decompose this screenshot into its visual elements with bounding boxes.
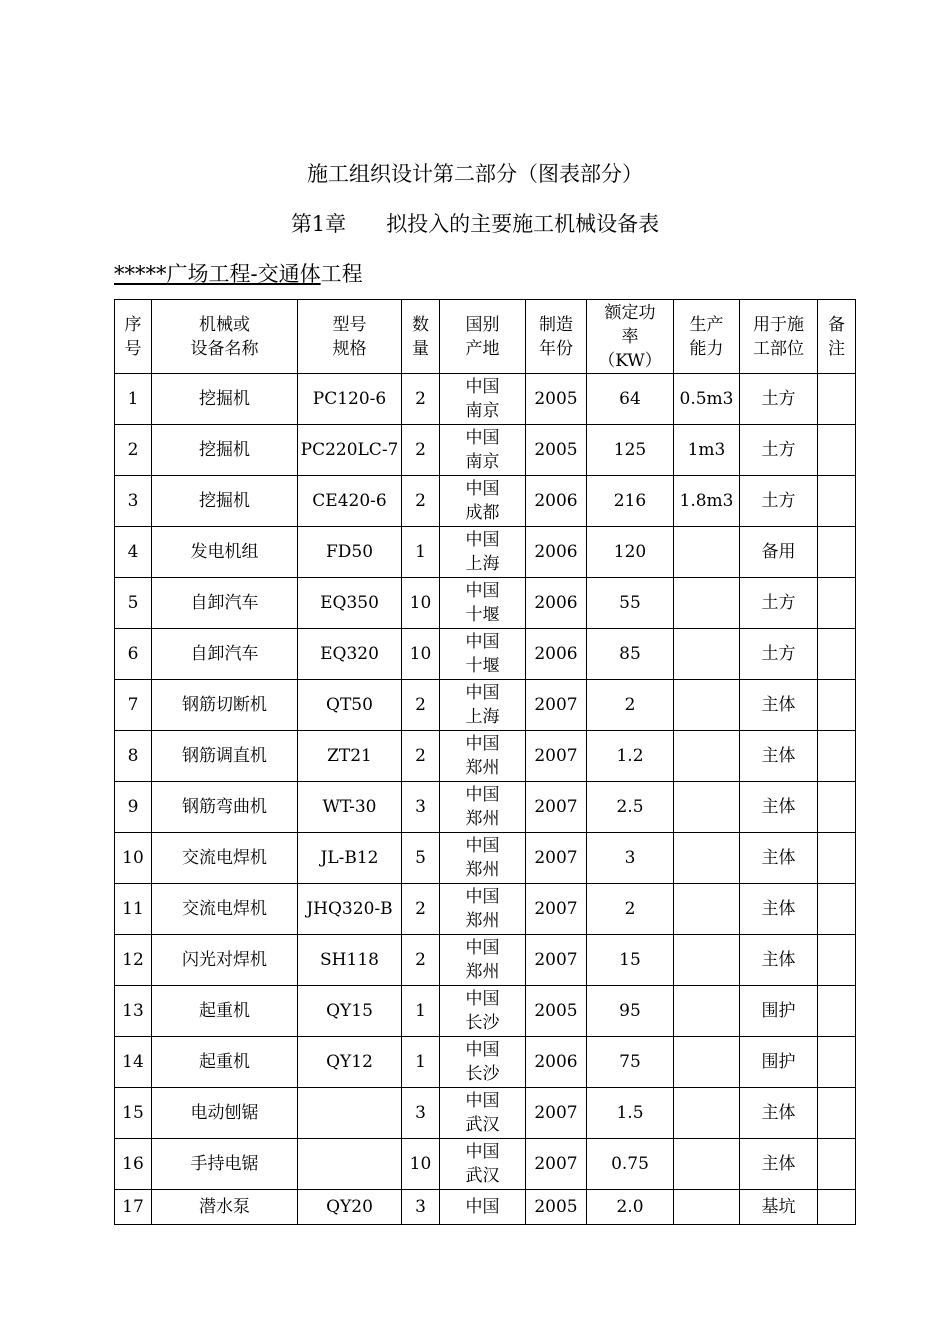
header-line: 用于施 xyxy=(753,314,804,335)
cell-name: 起重机 xyxy=(152,1037,298,1088)
header-line: 备 xyxy=(828,314,845,335)
cell-capacity xyxy=(674,986,740,1037)
header-line: 序 xyxy=(124,314,142,335)
cell-model: QY20 xyxy=(298,1190,402,1225)
cell-use: 主体 xyxy=(740,884,818,935)
cell-capacity xyxy=(674,782,740,833)
project-name-underlined: *****广场工程-交通体 xyxy=(114,262,321,286)
cell-origin xyxy=(440,1088,526,1139)
cell-year: 2007 xyxy=(526,680,587,731)
cell-qty: 2 xyxy=(402,884,440,935)
header-line: 国别 xyxy=(465,314,500,335)
header-name xyxy=(152,300,298,374)
cell-no: 11 xyxy=(115,884,152,935)
cell-qty: 10 xyxy=(402,1139,440,1190)
origin-line: 郑州 xyxy=(465,911,500,931)
cell-name: 钢筋弯曲机 xyxy=(152,782,298,833)
cell-qty: 2 xyxy=(402,680,440,731)
cell-no: 3 xyxy=(115,476,152,527)
cell-power: 55 xyxy=(587,578,674,629)
table-row xyxy=(115,833,856,884)
cell-use: 主体 xyxy=(740,782,818,833)
cell-capacity xyxy=(674,680,740,731)
cell-use: 土方 xyxy=(740,425,818,476)
cell-model: JHQ320-B xyxy=(298,884,402,935)
cell-power: 2 xyxy=(587,884,674,935)
header-note xyxy=(818,300,856,374)
cell-capacity xyxy=(674,1139,740,1190)
cell-qty: 1 xyxy=(402,986,440,1037)
cell-origin xyxy=(440,629,526,680)
cell-note xyxy=(818,833,856,884)
cell-note xyxy=(818,1037,856,1088)
cell-year: 2005 xyxy=(526,425,587,476)
origin-line: 中国 xyxy=(465,887,500,907)
table-row xyxy=(115,1037,856,1088)
header-qty xyxy=(402,300,440,374)
cell-power: 120 xyxy=(587,527,674,578)
cell-year: 2007 xyxy=(526,782,587,833)
cell-origin xyxy=(440,1139,526,1190)
cell-capacity: 1m3 xyxy=(674,425,740,476)
cell-origin xyxy=(440,527,526,578)
origin-line: 中国 xyxy=(465,785,500,805)
origin-line: 十堰 xyxy=(465,656,500,676)
header-line: 号 xyxy=(124,338,142,359)
header-line: 规格 xyxy=(332,338,367,359)
cell-origin xyxy=(440,986,526,1037)
cell-capacity xyxy=(674,731,740,782)
project-name-suffix: 工程 xyxy=(320,262,363,286)
origin-line: 中国 xyxy=(465,428,500,448)
header-model xyxy=(298,300,402,374)
header-line: 年份 xyxy=(539,338,573,359)
cell-year: 2007 xyxy=(526,1139,587,1190)
cell-capacity xyxy=(674,1037,740,1088)
cell-note xyxy=(818,986,856,1037)
cell-year: 2006 xyxy=(526,629,587,680)
cell-year: 2007 xyxy=(526,731,587,782)
cell-origin xyxy=(440,425,526,476)
cell-model: ZT21 xyxy=(298,731,402,782)
table-row xyxy=(115,884,856,935)
cell-origin xyxy=(440,578,526,629)
cell-use: 土方 xyxy=(740,578,818,629)
origin-line: 郑州 xyxy=(465,962,500,982)
header-line: 率 xyxy=(621,326,639,347)
origin-line: 中国 xyxy=(465,1040,500,1060)
cell-year: 2006 xyxy=(526,476,587,527)
cell-capacity xyxy=(674,935,740,986)
cell-use: 主体 xyxy=(740,680,818,731)
project-name xyxy=(114,260,363,288)
cell-year: 2007 xyxy=(526,935,587,986)
table-row xyxy=(115,527,856,578)
cell-origin xyxy=(440,731,526,782)
cell-model: QY12 xyxy=(298,1037,402,1088)
origin-line: 武汉 xyxy=(465,1166,500,1186)
cell-origin xyxy=(440,833,526,884)
cell-no: 1 xyxy=(115,374,152,425)
table-row xyxy=(115,476,856,527)
header-origin xyxy=(440,300,526,374)
cell-name: 自卸汽车 xyxy=(152,578,298,629)
cell-name: 电动刨锯 xyxy=(152,1088,298,1139)
cell-power: 0.75 xyxy=(587,1139,674,1190)
cell-name: 交流电焊机 xyxy=(152,833,298,884)
origin-line: 中国 xyxy=(465,1142,500,1162)
cell-model: PC220LC-7 xyxy=(298,425,402,476)
cell-note xyxy=(818,1139,856,1190)
cell-use: 主体 xyxy=(740,1088,818,1139)
cell-capacity xyxy=(674,629,740,680)
table-row xyxy=(115,425,856,476)
cell-capacity xyxy=(674,527,740,578)
cell-no: 12 xyxy=(115,935,152,986)
cell-capacity: 1.8m3 xyxy=(674,476,740,527)
cell-use: 主体 xyxy=(740,833,818,884)
cell-model: CE420-6 xyxy=(298,476,402,527)
header-power xyxy=(587,300,674,374)
cell-use: 主体 xyxy=(740,1139,818,1190)
table-row xyxy=(115,578,856,629)
origin-line: 中国 xyxy=(465,530,500,550)
table-row xyxy=(115,1190,856,1225)
table-row xyxy=(115,782,856,833)
origin-line: 成都 xyxy=(465,503,500,523)
origin-line: 郑州 xyxy=(465,758,500,778)
cell-note xyxy=(818,374,856,425)
chapter-heading xyxy=(0,210,950,238)
cell-name: 潜水泵 xyxy=(152,1190,298,1225)
cell-note xyxy=(818,731,856,782)
origin-line: 中国 xyxy=(465,1197,500,1217)
origin-line: 中国 xyxy=(465,1091,500,1111)
cell-year: 2007 xyxy=(526,1088,587,1139)
cell-qty: 3 xyxy=(402,1088,440,1139)
cell-note xyxy=(818,1190,856,1225)
header-line: （KW） xyxy=(598,350,662,371)
cell-no: 2 xyxy=(115,425,152,476)
cell-no: 10 xyxy=(115,833,152,884)
cell-no: 16 xyxy=(115,1139,152,1190)
cell-use: 备用 xyxy=(740,527,818,578)
cell-name: 闪光对焊机 xyxy=(152,935,298,986)
origin-line: 中国 xyxy=(465,377,500,397)
origin-line: 十堰 xyxy=(465,605,500,625)
cell-qty: 10 xyxy=(402,629,440,680)
cell-power: 216 xyxy=(587,476,674,527)
cell-year: 2006 xyxy=(526,527,587,578)
cell-use: 围护 xyxy=(740,1037,818,1088)
cell-power: 2 xyxy=(587,680,674,731)
table-row xyxy=(115,680,856,731)
header-line: 额定功 xyxy=(604,302,656,323)
chapter-title: 拟投入的主要施工机械设备表 xyxy=(386,212,660,236)
cell-note xyxy=(818,884,856,935)
origin-line: 上海 xyxy=(465,707,500,727)
cell-power: 2.0 xyxy=(587,1190,674,1225)
cell-name: 发电机组 xyxy=(152,527,298,578)
cell-no: 14 xyxy=(115,1037,152,1088)
origin-line: 长沙 xyxy=(465,1064,500,1084)
cell-use: 土方 xyxy=(740,629,818,680)
cell-power: 15 xyxy=(587,935,674,986)
cell-power: 85 xyxy=(587,629,674,680)
cell-model: EQ320 xyxy=(298,629,402,680)
table-row xyxy=(115,374,856,425)
cell-model: FD50 xyxy=(298,527,402,578)
origin-line: 武汉 xyxy=(465,1115,500,1135)
equipment-table xyxy=(114,299,856,1225)
table-row xyxy=(115,1139,856,1190)
cell-no: 13 xyxy=(115,986,152,1037)
cell-use: 土方 xyxy=(740,476,818,527)
cell-note xyxy=(818,476,856,527)
cell-model: EQ350 xyxy=(298,578,402,629)
origin-line: 长沙 xyxy=(465,1013,500,1033)
cell-origin xyxy=(440,1037,526,1088)
header-year xyxy=(526,300,587,374)
table-row xyxy=(115,935,856,986)
cell-no: 15 xyxy=(115,1088,152,1139)
cell-name: 自卸汽车 xyxy=(152,629,298,680)
cell-year: 2005 xyxy=(526,1190,587,1225)
cell-name: 手持电锯 xyxy=(152,1139,298,1190)
cell-note xyxy=(818,782,856,833)
cell-note xyxy=(818,425,856,476)
cell-note xyxy=(818,527,856,578)
origin-line: 中国 xyxy=(465,938,500,958)
header-line: 能力 xyxy=(689,338,724,359)
cell-name: 起重机 xyxy=(152,986,298,1037)
cell-capacity xyxy=(674,833,740,884)
cell-origin xyxy=(440,782,526,833)
cell-power: 2.5 xyxy=(587,782,674,833)
cell-no: 5 xyxy=(115,578,152,629)
origin-line: 中国 xyxy=(465,479,500,499)
origin-line: 郑州 xyxy=(465,809,500,829)
header-no xyxy=(115,300,152,374)
cell-qty: 2 xyxy=(402,425,440,476)
cell-no: 6 xyxy=(115,629,152,680)
cell-capacity: 0.5m3 xyxy=(674,374,740,425)
cell-origin xyxy=(440,680,526,731)
cell-origin xyxy=(440,935,526,986)
cell-year: 2006 xyxy=(526,578,587,629)
cell-use: 围护 xyxy=(740,986,818,1037)
cell-qty: 3 xyxy=(402,782,440,833)
cell-note xyxy=(818,680,856,731)
cell-model: SH118 xyxy=(298,935,402,986)
origin-line: 上海 xyxy=(465,554,500,574)
origin-line: 中国 xyxy=(465,734,500,754)
table-row xyxy=(115,986,856,1037)
cell-model xyxy=(298,1139,402,1190)
cell-qty: 3 xyxy=(402,1190,440,1225)
cell-year: 2005 xyxy=(526,986,587,1037)
cell-year: 2005 xyxy=(526,374,587,425)
cell-use: 土方 xyxy=(740,374,818,425)
cell-origin xyxy=(440,476,526,527)
origin-line: 中国 xyxy=(465,836,500,856)
cell-note xyxy=(818,578,856,629)
cell-qty: 1 xyxy=(402,1037,440,1088)
cell-name: 挖掘机 xyxy=(152,374,298,425)
table-row xyxy=(115,731,856,782)
header-capacity xyxy=(674,300,740,374)
cell-power: 3 xyxy=(587,833,674,884)
cell-no: 4 xyxy=(115,527,152,578)
cell-year: 2007 xyxy=(526,884,587,935)
cell-no: 8 xyxy=(115,731,152,782)
cell-year: 2007 xyxy=(526,833,587,884)
cell-origin xyxy=(440,1190,526,1225)
cell-no: 7 xyxy=(115,680,152,731)
header-line: 型号 xyxy=(332,314,367,335)
header-line: 生产 xyxy=(689,314,724,335)
header-line: 注 xyxy=(828,338,845,359)
cell-qty: 10 xyxy=(402,578,440,629)
cell-note xyxy=(818,935,856,986)
cell-name: 交流电焊机 xyxy=(152,884,298,935)
cell-note xyxy=(818,1088,856,1139)
cell-capacity xyxy=(674,1088,740,1139)
table-row xyxy=(115,629,856,680)
cell-model: WT-30 xyxy=(298,782,402,833)
cell-qty: 2 xyxy=(402,476,440,527)
cell-qty: 5 xyxy=(402,833,440,884)
cell-year: 2006 xyxy=(526,1037,587,1088)
cell-use: 主体 xyxy=(740,935,818,986)
document-title: 施工组织设计第二部分（图表部分） xyxy=(307,162,643,186)
header-line: 数 xyxy=(412,314,429,335)
cell-power: 1.2 xyxy=(587,731,674,782)
cell-qty: 2 xyxy=(402,731,440,782)
header-line: 量 xyxy=(412,338,429,359)
origin-line: 中国 xyxy=(465,632,500,652)
cell-model: QY15 xyxy=(298,986,402,1037)
origin-line: 郑州 xyxy=(465,860,500,880)
cell-origin xyxy=(440,884,526,935)
header-line: 设备名称 xyxy=(190,338,259,359)
cell-model: QT50 xyxy=(298,680,402,731)
cell-qty: 2 xyxy=(402,374,440,425)
header-line: 工部位 xyxy=(753,338,804,359)
origin-line: 中国 xyxy=(465,989,500,1009)
table-row xyxy=(115,1088,856,1139)
cell-capacity xyxy=(674,1190,740,1225)
origin-line: 中国 xyxy=(465,581,500,601)
cell-use: 基坑 xyxy=(740,1190,818,1225)
cell-power: 125 xyxy=(587,425,674,476)
header-line: 制造 xyxy=(539,314,573,335)
cell-qty: 1 xyxy=(402,527,440,578)
origin-line: 南京 xyxy=(465,452,500,472)
cell-capacity xyxy=(674,884,740,935)
cell-qty: 2 xyxy=(402,935,440,986)
header-line: 机械或 xyxy=(199,314,250,335)
header-line: 产地 xyxy=(465,338,500,359)
table-header-row xyxy=(115,300,856,374)
cell-no: 9 xyxy=(115,782,152,833)
cell-power: 75 xyxy=(587,1037,674,1088)
cell-no: 17 xyxy=(115,1190,152,1225)
cell-note xyxy=(818,629,856,680)
cell-name: 挖掘机 xyxy=(152,476,298,527)
chapter-number: 第1章 xyxy=(290,212,347,236)
cell-name: 挖掘机 xyxy=(152,425,298,476)
origin-line: 中国 xyxy=(465,683,500,703)
cell-model xyxy=(298,1088,402,1139)
cell-power: 95 xyxy=(587,986,674,1037)
cell-name: 钢筋调直机 xyxy=(152,731,298,782)
cell-use: 主体 xyxy=(740,731,818,782)
cell-name: 钢筋切断机 xyxy=(152,680,298,731)
cell-origin xyxy=(440,374,526,425)
cell-power: 1.5 xyxy=(587,1088,674,1139)
cell-capacity xyxy=(674,578,740,629)
header-use xyxy=(740,300,818,374)
cell-power: 64 xyxy=(587,374,674,425)
cell-model: PC120-6 xyxy=(298,374,402,425)
cell-model: JL-B12 xyxy=(298,833,402,884)
origin-line: 南京 xyxy=(465,401,500,421)
